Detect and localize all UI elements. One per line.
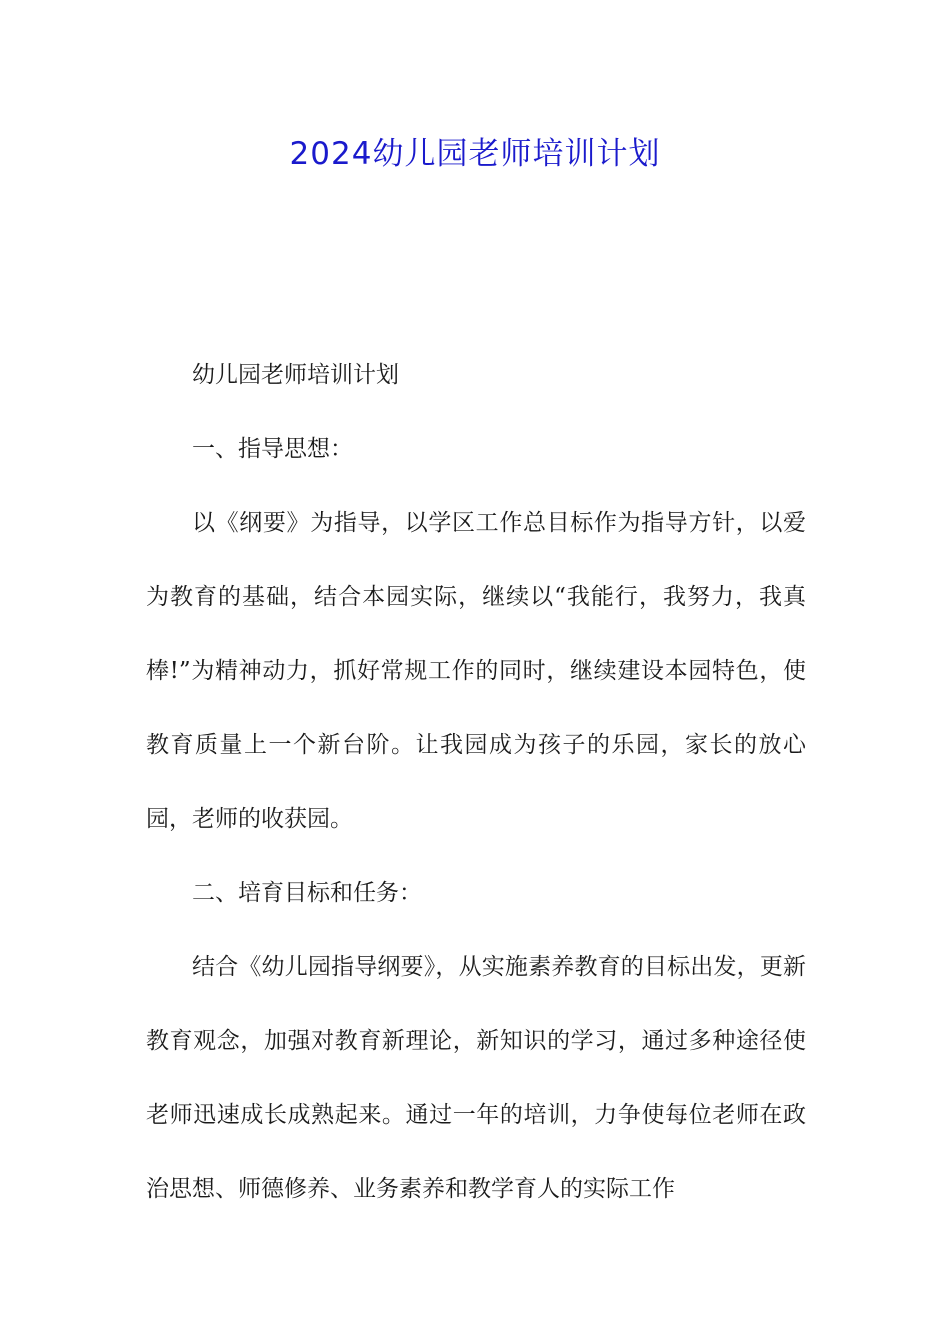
document-title: 2024幼儿园老师培训计划 — [289, 136, 661, 172]
paragraph-section-2-body: 结合《幼儿园指导纲要》，从实施素养教育的目标出发，更新教育观念，加强对教育新理论，新知识的学习，通过多种途径使老师迅速成长成熟起来。通过一年的培训，力争使每位老师在政治思想、师德修养、业务素养和教学育人的实际工作 — [146, 954, 806, 1202]
paragraph-section-1-body: 以《纲要》为指导，以学区工作总目标作为指导方针，以爱为教育的基础，结合本园实际，继续以“我能行，我努力，我真棒!”为精神动力，抓好常规工作的同时，继续建设本园特色，使教育质量上一个新台阶。让我园成为孩子的乐园，家长的放心园，老师的收获园。 — [146, 510, 806, 832]
paragraph-section-2-heading: 二、培育目标和任务： — [192, 880, 422, 906]
paragraph-subtitle: 幼儿园老师培训计划 — [192, 362, 399, 388]
document-body — [146, 338, 806, 1226]
paragraph-section-1-heading: 一、指导思想： — [192, 436, 353, 462]
